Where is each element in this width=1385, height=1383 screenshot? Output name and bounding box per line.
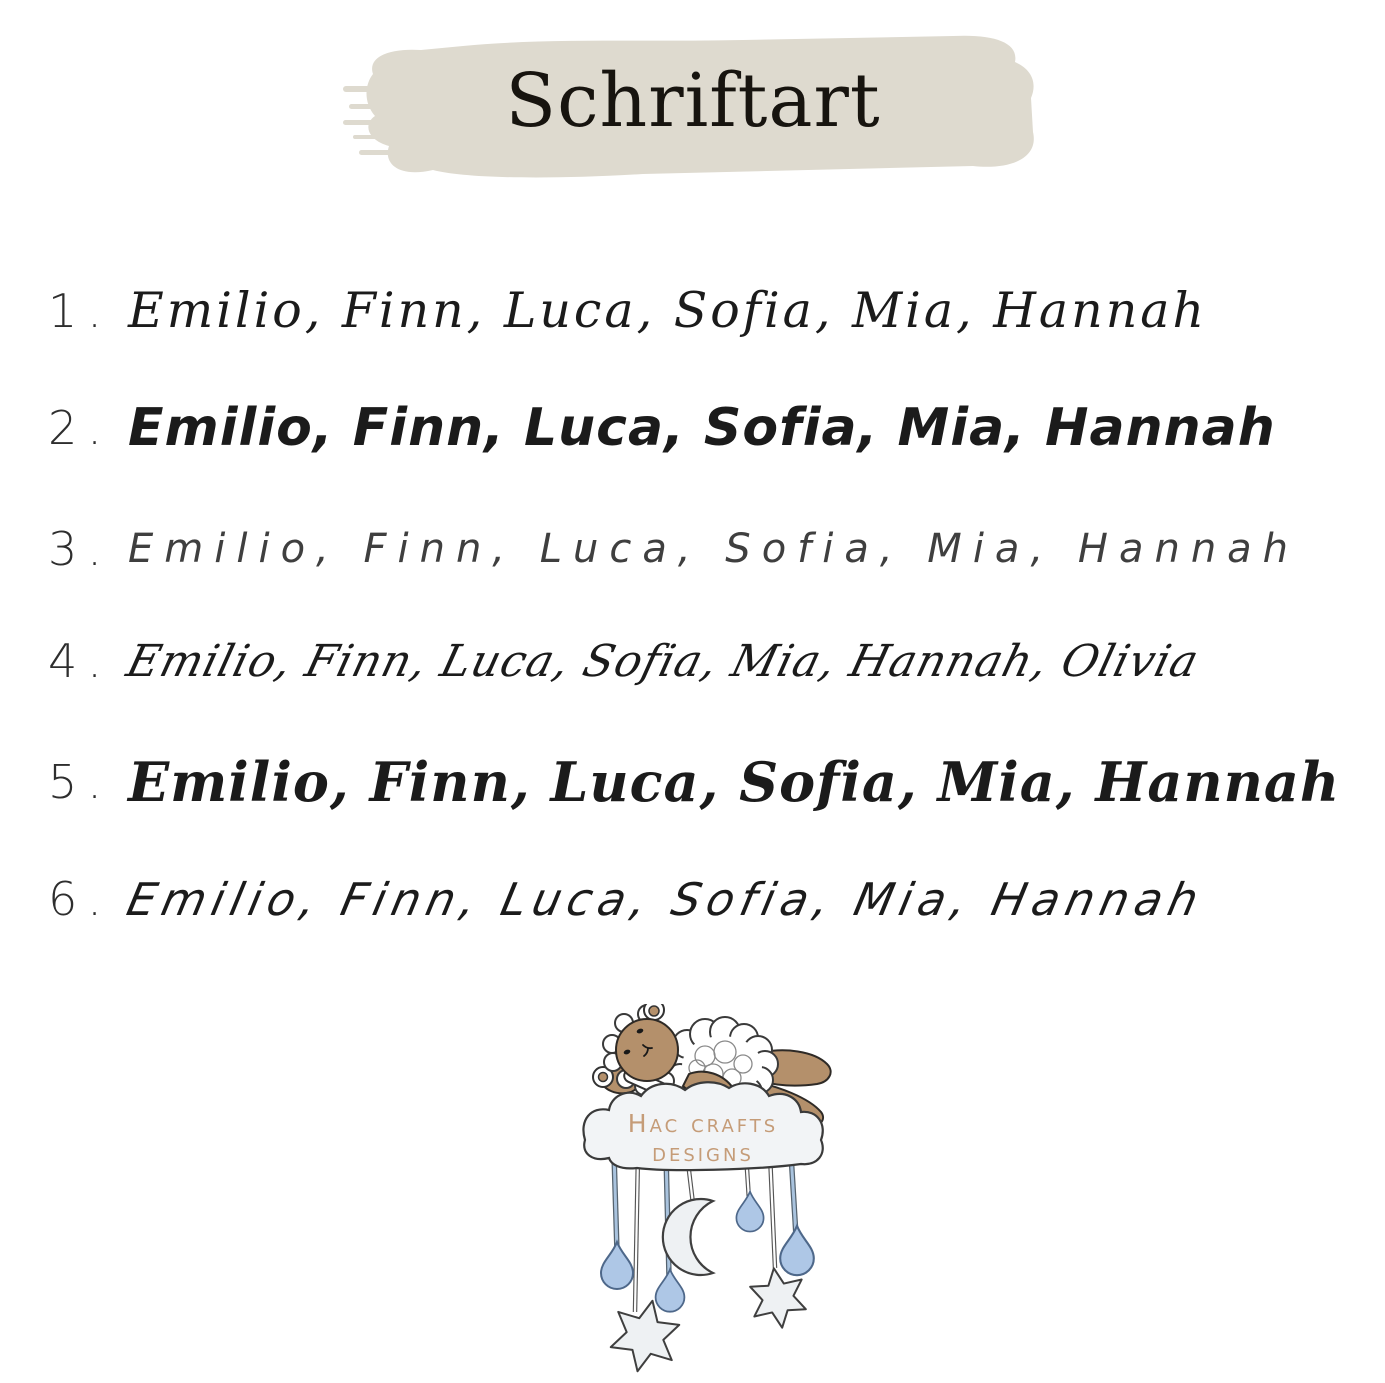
sheep-bear-cloud-mobile-illustration [527, 1004, 862, 1379]
sample-number: 2. [48, 401, 112, 455]
sample-number: 1. [48, 283, 112, 338]
font-sample-row-1 [48, 282, 1207, 339]
sample-text-font-5: Emilio, Finn, Luca, Sofia, Mia, Hannah [128, 750, 1341, 814]
brand-name-line2: designs [652, 1138, 754, 1167]
sample-number: 4. [48, 634, 112, 688]
page-title: Schriftart [505, 57, 881, 144]
font-sample-row-3 [48, 522, 1299, 576]
sample-number: 6. [48, 872, 112, 926]
sample-number: 3. [48, 522, 112, 576]
sample-text-font-1: Emilio, Finn, Luca, Sofia, Mia, Hannah [128, 282, 1208, 339]
brand-name-line1: Hac crafts [627, 1109, 779, 1138]
sample-text-font-6: Emilio, Finn, Luca, Sofia, Mia, Hannah [122, 872, 1209, 926]
header [343, 32, 1043, 187]
font-sample-row-5 [48, 750, 1340, 814]
font-sample-row-4 [48, 634, 1205, 688]
brand-logo [527, 1004, 862, 1379]
sample-text-font-3: Emilio, Finn, Luca, Sofia, Mia, Hannah [128, 526, 1300, 572]
font-sample-row-6 [48, 872, 1209, 926]
font-sample-row-2 [48, 398, 1276, 458]
sample-text-font-4: Emilio, Finn, Luca, Sofia, Mia, Hannah, Olivia [121, 635, 1205, 687]
sample-text-font-2: Emilio, Finn, Luca, Sofia, Mia, Hannah [128, 398, 1276, 458]
sample-number: 5. [48, 755, 112, 809]
